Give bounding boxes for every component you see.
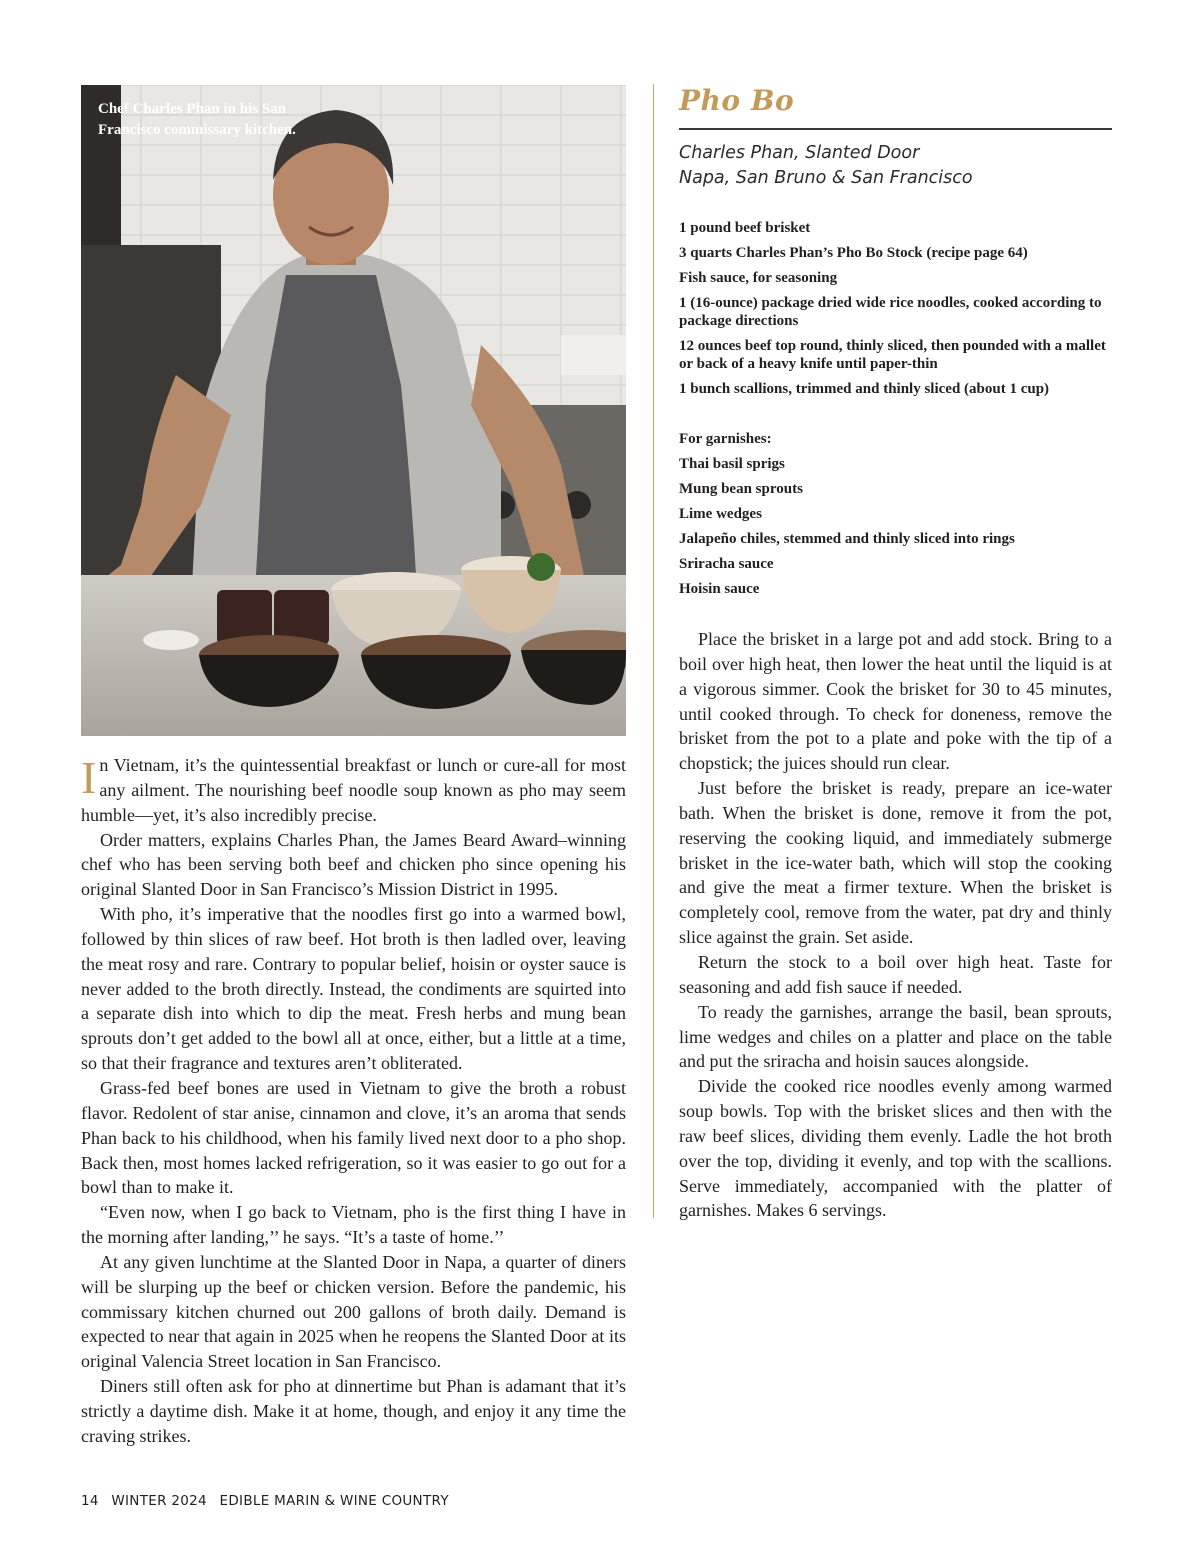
- article-paragraph: “Even now, when I go back to Vietnam, pho is the first thing I have in the morning after landing,’’ he says. “It’s a taste of home.’’: [81, 1202, 626, 1248]
- title-rule: [679, 128, 1112, 130]
- method-step: Just before the brisket is ready, prepare an ice-water bath. When the brisket is done, remove it from the pot, reserving the cooking liquid, and immediately submerge brisket in the ice-water bath, which will stop the cooking and give the meat a firmer texture. When the brisket is completely cool, remove from the water, pat dry and thinly slice against the grain. Set aside.: [679, 778, 1112, 948]
- ingredient-item: Fish sauce, for seasoning: [679, 270, 838, 286]
- garnish-item: Lime wedges: [679, 506, 762, 522]
- ingredient-item: 1 pound beef brisket: [679, 220, 811, 236]
- article-paragraph-text: n Vietnam, it’s the quintessential breakfast or lunch or cure-all for most any ailment. The nourishing beef noodle soup known as pho may seem humble—yet, it’s also incredibly precise.: [81, 755, 626, 825]
- garnish-item: Jalapeño chiles, stemmed and thinly sliced into rings: [679, 531, 1015, 547]
- method-step: To ready the garnishes, arrange the basil, bean sprouts, lime wedges and chiles on a platter and place on the table and put the sriracha and hoisin sauces alongside.: [679, 1001, 1112, 1072]
- ingredient-item: 1 (16-ounce) package dried wide rice noodles, cooked according to package directions: [679, 295, 1102, 329]
- issue-label: WINTER 2024: [111, 1493, 207, 1509]
- chef-photo: [81, 85, 626, 736]
- recipe-byline: [679, 141, 1112, 191]
- method-step: Return the stock to a boil over high heat. Taste for seasoning and add fish sauce if needed.: [679, 951, 1112, 997]
- article-paragraph: At any given lunchtime at the Slanted Door in Napa, a quarter of diners will be slurping up the beef or chicken version. Before the pandemic, his commissary kitchen churned out 200 gallons of broth daily. Demand is expected to near that again in 2025 when he reopens the Slanted Door at its original Valencia Street location in San Francisco.: [81, 1251, 626, 1372]
- page-footer: [81, 1493, 457, 1509]
- garnish-list: [679, 455, 1112, 605]
- garnish-item: Thai basil sprigs: [679, 456, 785, 472]
- garnish-heading: For garnishes:: [679, 431, 772, 447]
- publication-name: EDIBLE MARIN & WINE COUNTRY: [219, 1493, 449, 1509]
- photo-caption: Chef Charles Phan in his San Francisco commissary kitchen.: [98, 101, 296, 138]
- article-paragraph: [81, 753, 626, 828]
- article-paragraph: Order matters, explains Charles Phan, the James Beard Award–winning chef who has been serving both beef and chicken pho since opening his original Slanted Door in San Francisco’s Mission District in 1995.: [81, 829, 626, 900]
- ingredient-item: 1 bunch scallions, trimmed and thinly sliced (about 1 cup): [679, 381, 1050, 397]
- column-divider: [653, 84, 654, 1218]
- recipe-method: [679, 627, 1112, 1223]
- garnish-item: Sriracha sauce: [679, 556, 774, 572]
- recipe-title: Pho Bo: [679, 84, 795, 117]
- byline-chef: Charles Phan, Slanted Door: [679, 143, 920, 163]
- ingredient-list: [679, 219, 1112, 405]
- garnish-item: Hoisin sauce: [679, 581, 760, 597]
- article-paragraph: With pho, it’s imperative that the noodles first go into a warmed bowl, followed by thin slices of raw beef. Hot broth is then ladled over, leaving the meat rosy and rare. Contrary to popular belief, hoisin or oyster sauce is never added to the broth directly. Instead, the condiments are squirted into a separate dish into which to dip the meat. Fresh herbs and mung bean sprouts don’t get added to the bowl all at once, either, but a little at a time, so that their fragrance and textures aren’t obliterated.: [81, 904, 626, 1074]
- ingredient-item: 12 ounces beef top round, thinly sliced, then pounded with a mallet or back of a heavy knife until paper-thin: [679, 338, 1106, 372]
- page-number: 14: [81, 1493, 99, 1509]
- article-paragraph: Grass-fed beef bones are used in Vietnam to give the broth a robust flavor. Redolent of star anise, cinnamon and clove, it’s an aroma that sends Phan back to his childhood, when his family lived next door to a pho shop. Back then, most homes lacked refrigeration, so it was easier to go out for a bowl than to make it.: [81, 1077, 626, 1198]
- ingredient-item: 3 quarts Charles Phan’s Pho Bo Stock (recipe page 64): [679, 245, 1028, 261]
- method-step: Divide the cooked rice noodles evenly among warmed soup bowls. Top with the brisket slices and then with the raw beef slices, dividing them evenly. Ladle the hot broth over the top, dividing it evenly, and top with the scallions. Serve immediately, accompanied with the platter of garnishes. Makes 6 servings.: [679, 1076, 1112, 1221]
- article-body: [81, 753, 626, 1449]
- garnish-item: Mung bean sprouts: [679, 481, 803, 497]
- article-paragraph: Diners still often ask for pho at dinnertime but Phan is adamant that it’s strictly a daytime dish. Make it at home, though, and enjoy it any time the craving strikes.: [81, 1376, 626, 1446]
- method-step: Place the brisket in a large pot and add stock. Bring to a boil over high heat, then lower the heat until the liquid is at a vigorous simmer. Cook the brisket for 30 to 45 minutes, until cooked through. To check for doneness, remove the brisket from the pot to a plate and poke with the tip of a chopstick; the juices should run clear.: [679, 629, 1112, 774]
- chef-photo-illustration: [81, 85, 626, 736]
- drop-cap: I: [81, 752, 97, 803]
- byline-locations: Napa, San Bruno & San Francisco: [679, 168, 973, 188]
